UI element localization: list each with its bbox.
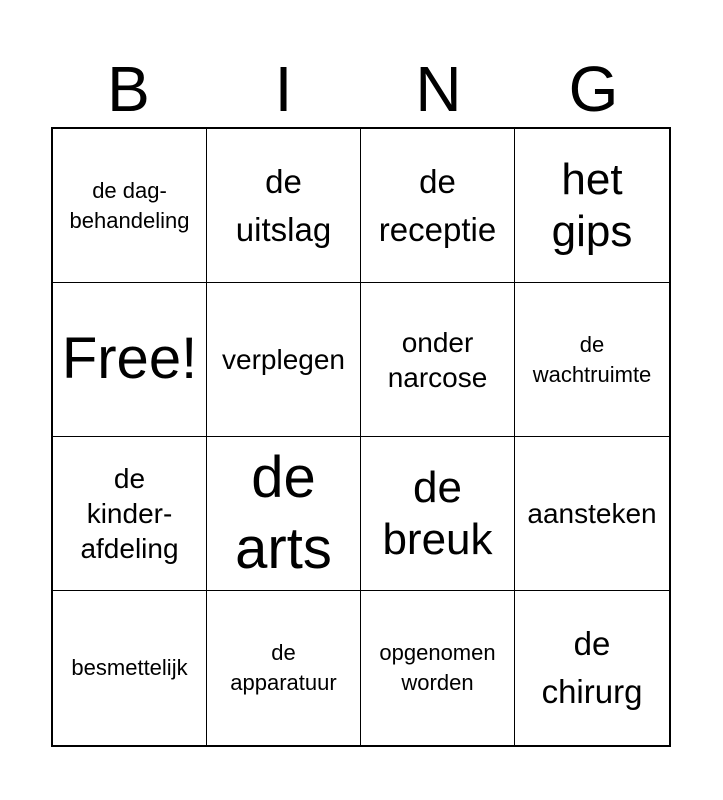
bingo-cell[interactable]: de uitslag xyxy=(207,129,361,283)
bingo-cell[interactable]: aansteken xyxy=(515,437,669,591)
bingo-cell[interactable]: de receptie xyxy=(361,129,515,283)
bingo-cell[interactable]: de breuk xyxy=(361,437,515,591)
bingo-cell[interactable]: verplegen xyxy=(207,283,361,437)
free-space-cell[interactable]: Free! xyxy=(53,283,207,437)
header-letter-n: N xyxy=(415,53,462,125)
header-letter-g: G xyxy=(568,53,619,125)
bingo-cell[interactable]: onder narcose xyxy=(361,283,515,437)
bingo-cell[interactable]: besmettelijk xyxy=(53,591,207,745)
bingo-cell[interactable]: de dag- behandeling xyxy=(53,129,207,283)
bingo-cell[interactable]: de chirurg xyxy=(541,625,643,710)
bingo-cell[interactable]: de apparatuur xyxy=(207,591,361,745)
bingo-grid xyxy=(51,127,671,747)
bingo-cell[interactable]: de kinder- afdeling xyxy=(53,437,207,591)
bingo-cell[interactable]: de wachtruimte xyxy=(515,283,669,437)
header-letter-b: B xyxy=(107,53,150,125)
bingo-cell[interactable]: opgenomen worden xyxy=(361,591,515,745)
bingo-cell[interactable]: het gips xyxy=(515,129,669,283)
bingo-cell[interactable]: de arts xyxy=(207,437,361,591)
header-letter-i: I xyxy=(274,53,293,125)
bingo-header xyxy=(51,50,671,128)
